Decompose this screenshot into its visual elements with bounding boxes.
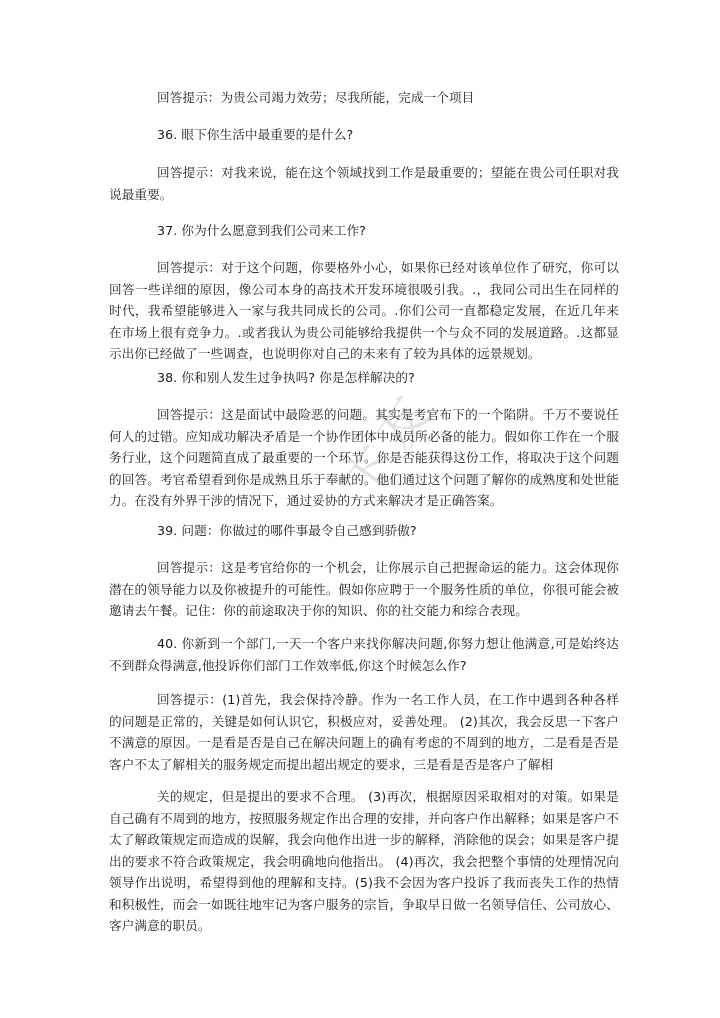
question-36: 36. 眼下你生活中最重要的是什么? — [157, 127, 354, 142]
answer-37: 回答提示：对于这个问题，你要格外小心，如果你已经对该单位作了研究，你可以回答一些详细的原因，像公司本身的高技术开发环境很吸引我。.，我同公司出生在同样的时代，我希望能够进入一家与我共同成长的公司。.你们公司一直都稳定发展，在近几年来在市场上很有竞争力。.或者我认为贵公司能够给我提供一个与众不同的发展道路。.这都显示出你已经做了一些调查，也说明你对自己的未来有了较为具体的远景规划。 — [109, 260, 619, 361]
answer-39: 回答提示：这是考官给你的一个机会，让你展示自己把握命运的能力。这会体现你潜在的领导能力以及你被提升的可能性。假如你应聘于一个服务性质的单位，你很可能会被邀请去午餐。记住：你的前途取决于你的知识、你的社交能力和综合表现。 — [109, 560, 619, 618]
answer-36: 回答提示：对我来说，能在这个领域找到工作是最重要的；望能在贵公司任职对我说最重要。 — [109, 165, 619, 202]
question-40: 40. 你新到一个部门,一天一个客户来找你解决问题,你努力想让他满意,可是始终达不到群众得满意,他投诉你们部门工作效率低,你这个时候怎么作? — [109, 636, 619, 673]
question-39: 39. 问题：你做过的哪件事最令自己感到骄傲? — [157, 523, 417, 538]
answer-35: 回答提示：为贵公司竭力效劳；尽我所能，完成一个项目 — [157, 90, 475, 105]
watermark: 卞友 — [328, 379, 447, 512]
answer-38: 回答提示：这是面试中最险恶的问题。其实是考官布下的一个陷阱。千万不要说任何人的过错。应知成功解决矛盾是一个协作团体中成员所必备的能力。假如你工作在一个服务行业，这个问题简直成了最重要的一个环节。你是否能获得这份工作，将取决于这个问题的回答。考官希望看到你是成熟且乐于奉献的。他们通过这个问题了解你的成熟度和处世能力。在没有外界干涉的情况下，通过妥协的方式来解决才是正确答案。 — [109, 407, 619, 508]
answer-40-part1: 回答提示：(1)首先，我会保持冷静。作为一名工作人员，在工作中遇到各种各样的问题是正常的，关键是如何认识它，积极应对，妥善处理。 (2)其次，我会反思一下客户不满意的原因。一是看是否是自己在解决问题上的确有考虑的不周到的地方，二是看是否是客户不太了解相关的服务规定而提出超出规定的要求，三是看是否是客户了解相 — [109, 692, 619, 772]
answer-40-part2: 关的规定，但是提出的要求不合理。 (3)再次，根据原因采取相对的对策。如果是自己确有不周到的地方，按照服务规定作出合理的安排，并向客户作出解释；如果是客户不太了解政策规定而造成的误解，我会向他作出进一步的解释，消除他的误会；如果是客户提出的要求不符合政策规定，我会明确地向他指出。 (4)再次，我会把整个事情的处理情况向领导作出说明，希望得到他的理解和支持。(5)我不会因为客户投诉了我而丧失工作的热情和积极性，而会一如既往地牢记为客户服务的宗旨，争取早日做一名领导信任、公司放心、客户满意的职员。 — [109, 789, 619, 933]
question-37: 37. 你为什么愿意到我们公司来工作? — [157, 223, 366, 238]
question-38: 38. 你和别人发生过争执吗? 你是怎样解决的? — [157, 370, 415, 385]
